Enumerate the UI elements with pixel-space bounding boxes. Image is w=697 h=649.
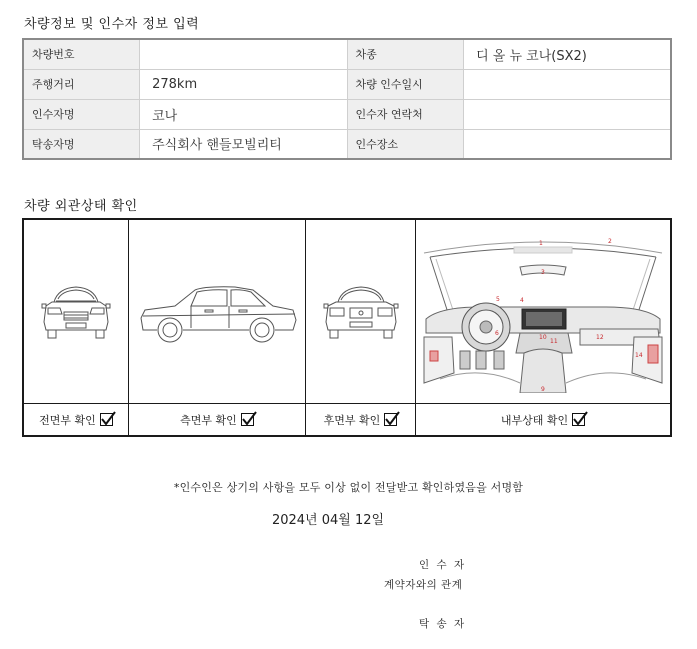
svg-text:14: 14 <box>635 351 643 359</box>
checkmark-icon <box>384 411 400 427</box>
checkmark-icon <box>241 411 257 427</box>
front-checkbox[interactable] <box>100 413 113 426</box>
relation-label: 계약자와의 관계 <box>384 579 463 591</box>
interior-cell <box>416 220 670 435</box>
front-cell <box>24 220 129 435</box>
value-receiver-name: 코나 <box>140 99 347 129</box>
checkmark-icon <box>572 411 588 427</box>
svg-text:3: 3 <box>541 268 545 276</box>
confirmation-notice: *인수인은 상기의 사항을 모두 이상 없이 전달받고 확인하였음을 서명함 <box>173 481 524 494</box>
value-delivery-place <box>464 129 671 159</box>
svg-text:4: 4 <box>520 296 524 304</box>
label-vehicle-number: 차량번호 <box>23 39 140 69</box>
interior-check-label: 내부상태 확인 <box>500 413 569 427</box>
rear-check-label: 후면부 확인 <box>323 413 381 427</box>
svg-text:10: 10 <box>539 333 547 341</box>
deliverer-signature-label: 탁 송 자 <box>419 618 467 630</box>
signing-date: 2024년 04월 12일 <box>271 513 385 528</box>
rear-cell <box>306 220 416 435</box>
side-cell <box>129 220 306 435</box>
svg-text:1: 1 <box>539 239 543 247</box>
value-mileage: 278km <box>140 69 347 99</box>
table-row <box>23 129 671 159</box>
value-delivery-datetime <box>464 69 671 99</box>
rear-checkbox[interactable] <box>384 413 397 426</box>
car-side-icon <box>129 220 305 405</box>
exterior-check-grid <box>22 218 672 437</box>
receiver-signature-label: 인 수 자 <box>419 559 467 571</box>
svg-text:9: 9 <box>541 385 545 393</box>
exterior-check-title: 차량 외관상태 확인 <box>24 199 138 214</box>
svg-text:6: 6 <box>495 329 499 337</box>
car-rear-icon <box>306 220 415 405</box>
label-mileage: 주행거리 <box>23 69 140 99</box>
side-checkbox[interactable] <box>241 413 254 426</box>
value-model: 디 올 뉴 코나(SX2) <box>464 39 671 69</box>
label-receiver-name: 인수자명 <box>23 99 140 129</box>
checkmark-icon <box>100 411 116 427</box>
label-receiver-contact: 인수자 연락처 <box>347 99 464 129</box>
side-check-label: 측면부 확인 <box>180 413 237 427</box>
car-interior-icon <box>416 220 670 405</box>
svg-text:12: 12 <box>596 333 604 341</box>
table-row <box>23 39 671 69</box>
car-front-icon <box>24 220 128 405</box>
vehicle-info-title: 차량정보 및 인수자 정보 입력 <box>24 17 200 32</box>
svg-text:11: 11 <box>550 337 558 345</box>
table-row <box>23 69 671 99</box>
label-delivery-datetime: 차량 인수일시 <box>347 69 464 99</box>
svg-text:2: 2 <box>608 237 612 245</box>
value-deliverer-name: 주식회사 핸들모빌리티 <box>140 129 347 159</box>
label-delivery-place: 인수장소 <box>347 129 464 159</box>
table-row <box>23 99 671 129</box>
front-check-label: 전면부 확인 <box>39 413 96 427</box>
vehicle-info-table <box>22 38 672 160</box>
svg-text:5: 5 <box>496 295 500 303</box>
label-model: 차종 <box>347 39 464 69</box>
value-receiver-contact <box>464 99 671 129</box>
label-deliverer-name: 탁송자명 <box>23 129 140 159</box>
interior-checkbox[interactable] <box>572 413 585 426</box>
value-vehicle-number <box>140 39 347 69</box>
